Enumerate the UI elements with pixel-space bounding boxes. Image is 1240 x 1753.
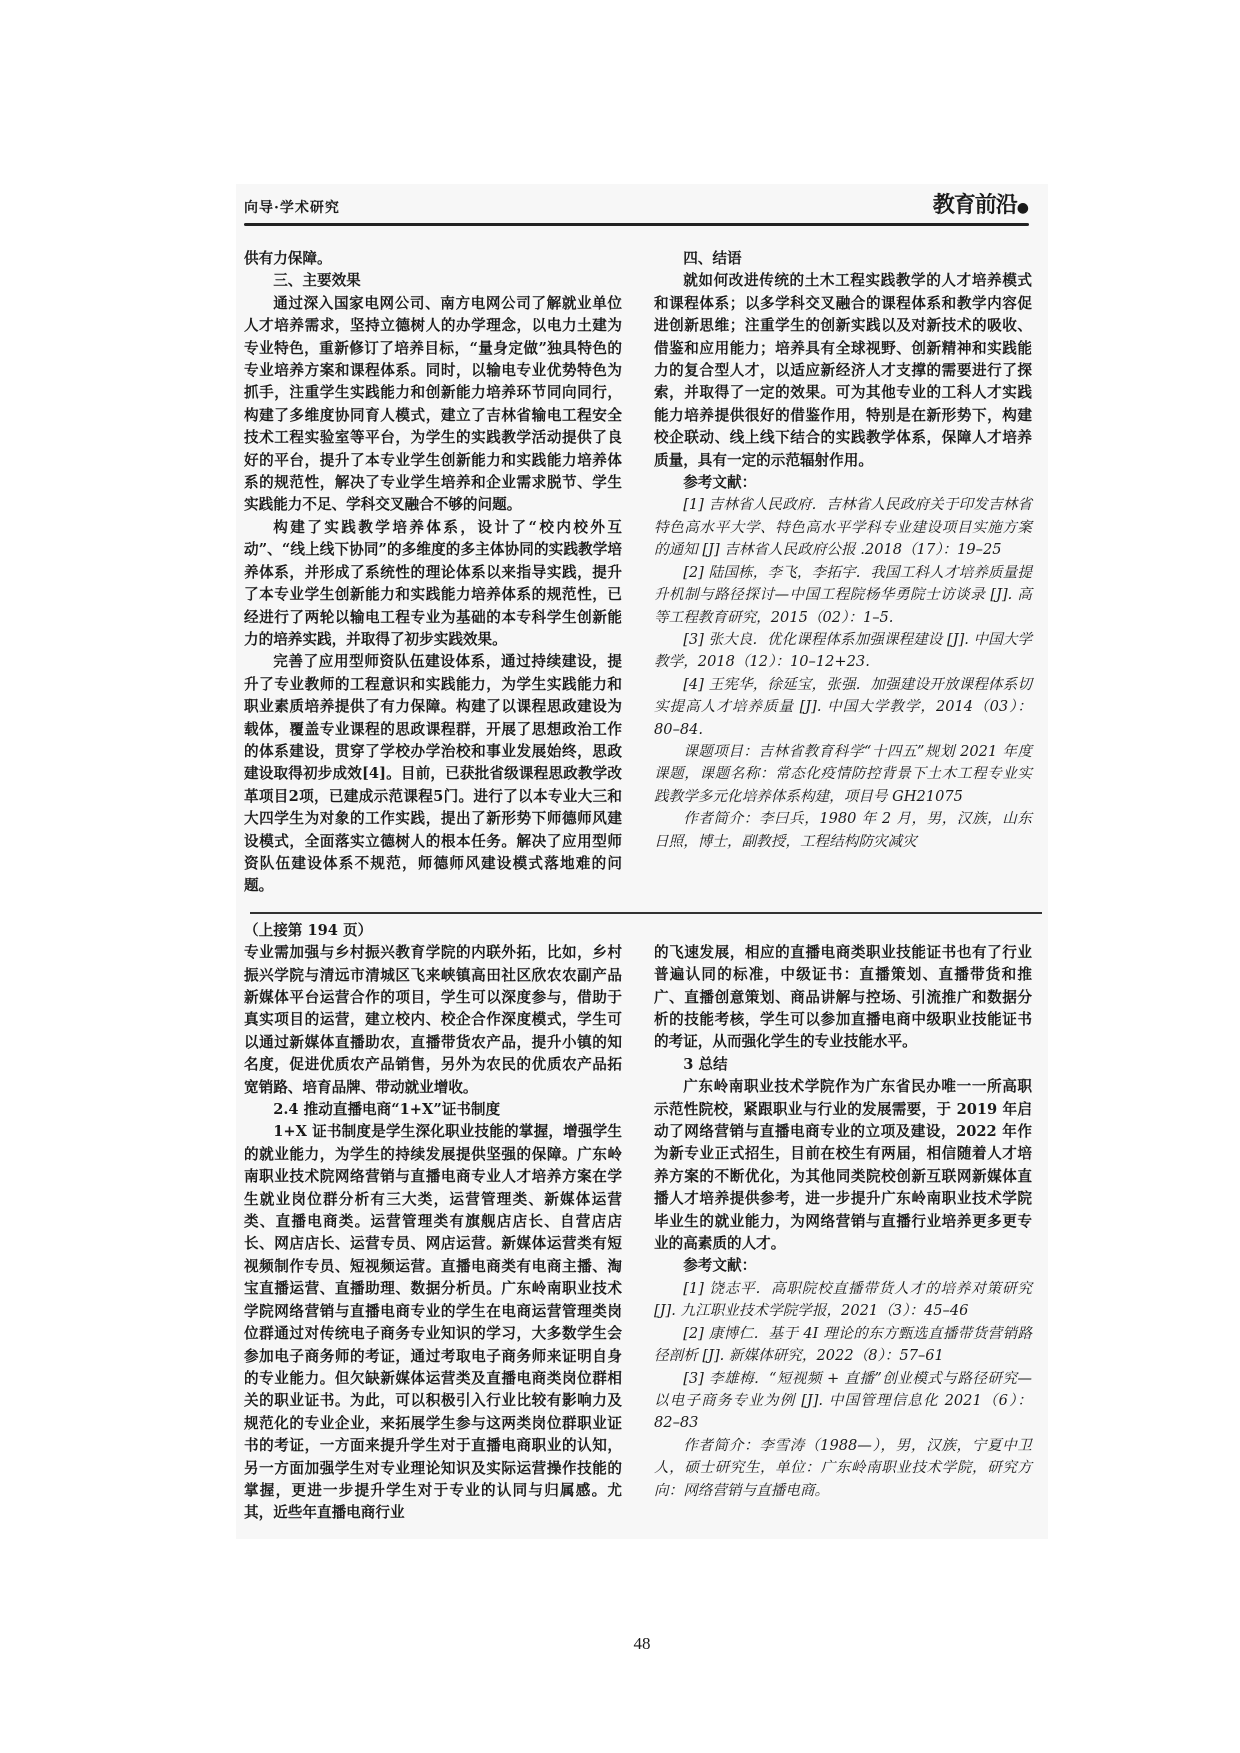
references-heading: 参考文献： <box>683 1257 757 1275</box>
header-rule <box>244 223 1029 226</box>
paragraph: 专业需加强与乡村振兴教育学院的内联外拓，比如，乡村振兴学院与清远市清城区飞来峡镇高田社区欣农农副产品新媒体平台运营合作的项目，学生可以深度参与，借助于真实项目的运营，建立校内、校企合作深度模式，学生可以通过新媒体直播助农，直播带货农产品，提升小镇的知名度，促进优质农产品销售，另外为农民的优质农产品拓宽销路、培育品牌、带动就业增收。 <box>244 944 622 1096</box>
article-a-left-column <box>244 248 622 898</box>
reference-item: [4] 王宪华，徐延宝，张强．加强建设开放课程体系切实提高人才培养质量 [J]. 中国大学教学，2014（03）：80–84. <box>654 675 1032 738</box>
bullet-icon: ● <box>1016 200 1028 216</box>
article-a <box>244 248 1040 898</box>
reference-item: [3] 张大良．优化课程体系加强课程建设 [J]. 中国大学教学，2018（12）：10–12+23. <box>654 630 1032 671</box>
article-b-right-column <box>654 920 1032 1525</box>
running-header-left: 向导·学术研究 <box>244 200 340 216</box>
journal-logo-text: 教育前沿 <box>932 192 1017 218</box>
section-heading: 3 总结 <box>683 1055 728 1073</box>
article-divider <box>250 912 1042 914</box>
reference-item: [2] 康博仁．基于 4I 理论的东方甄选直播带货营销路径剖析 [J]. 新媒体研究，2022（8）：57–61 <box>654 1324 1032 1365</box>
article-b-left-column <box>244 920 622 1525</box>
references-heading: 参考文献： <box>683 474 757 492</box>
paragraph: 构建了实践教学培养体系，设计了“校内校外互动”、“线上线下协同”的多维度的多主体协同的实践教学培养体系，并形成了系统性的理论体系以来指导实践，提升了本专业学生创新能力和实践能力培养体系的规范性，已经进行了两轮以输电工程专业为基础的本专科学生创新能力的培养实践，并取得了初步实践效果。 <box>244 518 622 648</box>
reference-item: [1] 饶志平．高职院校直播带货人才的培养对策研究 [J]. 九江职业技术学院学报，2021（3）：45–46 <box>654 1279 1032 1320</box>
page <box>236 184 1048 1654</box>
reference-item: [3] 李雄梅．“短视频 + 直播”创业模式与路径研究—以电子商务专业为例 [J]. 中国管理信息化 2021（6）：82–83 <box>654 1369 1032 1432</box>
author-bio: 作者简介：李曰兵，1980 年 2 月，男，汉族，山东日照，博士，副教授，工程结构防灾减灾 <box>654 810 1032 850</box>
paragraph: 完善了应用型师资队伍建设体系，通过持续建设，提升了专业教师的工程意识和实践能力，为学生实践能力和职业素质培养提供了有力保障。构建了以课程思政建设为载体，覆盖专业课程的思政课程群，开展了思想政治工作的体系建设，贯穿了学校办学治校和事业发展始终，思政建设取得初步成效[4]。目前，已获批省级课程思政教学改革项目2项，已建成示范课程5门。进行了以本专业大三和大四学生为对象的工作实践，提出了新形势下师德师风建设模式，全面落实立德树人的根本任务。解决了应用型师资队伍建设体系不规范，师德师风建设模式落地难的问题。 <box>244 653 622 895</box>
paragraph: 通过深入国家电网公司、南方电网公司了解就业单位人才培养需求，坚持立德树人的办学理念，以电力土建为专业特色，重新修订了培养目标，“量身定做”独具特色的专业培养方案和课程体系。同时，以输电专业优势特色为抓手，注重学生实践能力和创新能力培养环节同向同行，构建了多维度协同育人模式，建立了吉林省输电工程安全技术工程实验室等平台，为学生的实践教学活动提供了良好的平台，提升了本专业学生创新能力和实践能力培养体系的规范性，解决了专业学生培养和企业需求脱节、学生实践能力不足、学科交叉融合不够的问题。 <box>244 294 622 514</box>
paragraph: 广东岭南职业技术学院作为广东省民办唯一一所高职示范性院校，紧跟职业与行业的发展需要，于 2019 年启动了网络营销与直播电商专业的立项及建设，2022 年作为新专业正式招生，目前在校生有两届，相信随着人才培养方案的不断优化，为其他同类院校创新互联网新媒体直播人才培养提供参考，进一步提升广东岭南职业技术学院毕业生的就业能力，为网络营销与直播行业培养更多更专业的高素质的人才。 <box>654 1078 1032 1253</box>
article-a-right-column <box>654 248 1032 898</box>
paragraph: 就如何改进传统的土木工程实践教学的人才培养模式和课程体系；以多学科交叉融合的课程体系和教学内容促进创新思维；注重学生的创新实践以及对新技术的吸收、借鉴和应用能力；培养具有全球视野、创新精神和实践能力的复合型人才，以适应新经济人才支撑的需要进行了探索，并取得了一定的效果。可为其他专业的工科人才实践能力培养提供很好的借鉴作用，特别是在新形势下，构建校企联动、线上线下结合的实践教学体系，保障人才培养质量，具有一定的示范辐射作用。 <box>654 272 1032 469</box>
project-note: 课题项目：吉林省教育科学“十四五”规划 2021 年度课题，课题名称：常态化疫情防控背景下土木工程专业实践教学多元化培养体系构建，项目号 GH21075 <box>654 742 1032 805</box>
paragraph: 供有力保障。 <box>244 250 332 267</box>
article-b <box>244 920 1040 1525</box>
scanned-page-area <box>236 184 1048 1539</box>
journal-logo <box>933 188 1028 219</box>
reference-item: [1] 吉林省人民政府．吉林省人民政府关于印发吉林省特色高水平大学、特色高水平学科专业建设项目实施方案的通知 [J] 吉林省人民政府公报 .2018（17）：19–25 <box>654 496 1032 559</box>
section-heading: 2.4 推动直播电商“1+X”证书制度 <box>273 1101 501 1119</box>
continued-from-note: （上接第 194 页） <box>244 921 373 939</box>
reference-item: [2] 陆国栋，李飞，李拓宇．我国工科人才培养质量提升机制与路径探讨—中国工程院杨华勇院士访谈录 [J]. 高等工程教育研究，2015（02）：1–5. <box>654 563 1032 626</box>
paragraph: 的飞速发展，相应的直播电商类职业技能证书也有了行业普遍认同的标准，中级证书：直播策划、直播带货和推广、直播创意策划、商品讲解与控场、引流推广和数据分析的技能考核，学生可以参加直播电商中级职业技能证书的考证，从而强化学生的专业技能水平。 <box>654 943 1032 1051</box>
running-header <box>244 188 1040 219</box>
section-heading: 四、结语 <box>683 250 742 267</box>
section-heading: 三、主要效果 <box>273 272 361 290</box>
page-number: 48 <box>633 1634 651 1653</box>
paragraph: 1+X 证书制度是学生深化职业技能的掌握，增强学生的就业能力，为学生的持续发展提供坚强的保障。广东岭南职业技术院网络营销与直播电商专业人才培养方案在学生就业岗位群分析有三大类，运营管理类、新媒体运营类、直播电商类。运营管理类有旗舰店店长、自营店店长、网店店长、运营专员、网店运营。新媒体运营类有短视频制作专员、短视频运营。直播电商类有电商主播、淘宝直播运营、直播助理、数据分析员。广东岭南职业技术学院网络营销与直播电商专业的学生在电商运营管理类岗位群通过对传统电子商务专业知识的学习，大多数学生会参加电子商务师的考证，通过考取电子商务师来证明自身的专业能力。但欠缺新媒体运营类及直播电商类岗位群相关的职业证书。为此，可以积极引入行业比较有影响力及规范化的专业企业，来拓展学生参与这两类岗位群职业证书的考证，一方面来提升学生对于直播电商职业的认知，另一方面加强学生对专业理论知识及实际运营操作技能的掌握，更进一步提升学生对于专业的认同与归属感。尤其，近些年直播电商行业 <box>244 1123 622 1522</box>
author-bio: 作者简介：李雪涛（1988—），男，汉族，宁夏中卫人，硕士研究生，单位：广东岭南职业技术学院，研究方向：网络营销与直播电商。 <box>654 1436 1032 1499</box>
